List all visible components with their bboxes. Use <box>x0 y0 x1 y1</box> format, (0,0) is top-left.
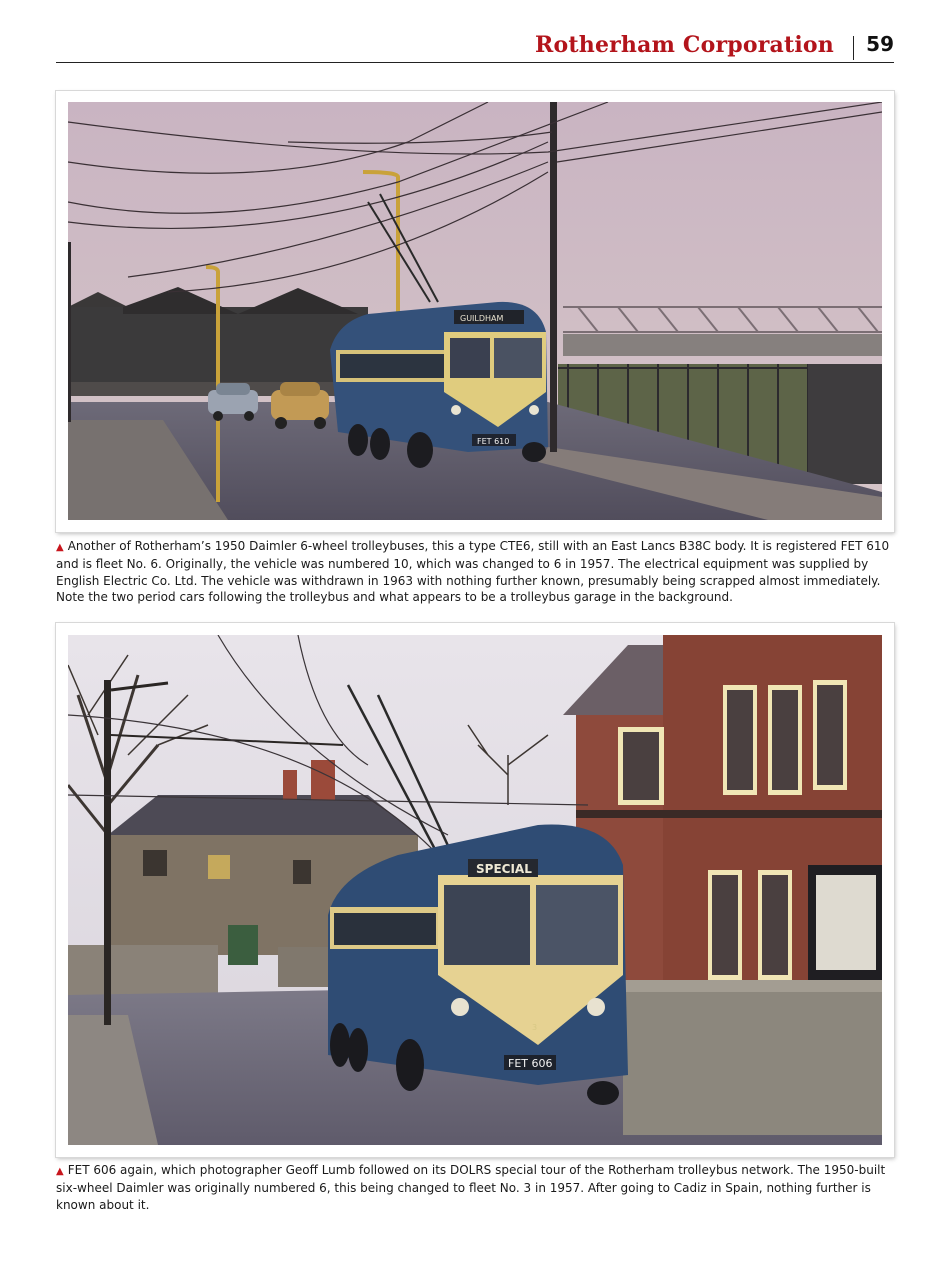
photo-2-image <box>68 635 882 1145</box>
fleet-number: 3 <box>532 1023 538 1032</box>
destination-blind-2: SPECIAL <box>476 862 532 876</box>
stone-wall <box>623 980 882 1135</box>
running-title: Rotherham Corporation <box>535 32 834 58</box>
bus-plate-1: FET 610 <box>477 437 510 446</box>
caption-marker-icon: ▲ <box>56 1166 64 1177</box>
bus-plate-2: FET 606 <box>508 1057 553 1070</box>
traction-pole <box>550 102 557 452</box>
destination-blind-1: GUILDHAM <box>460 314 504 323</box>
street-pole <box>104 680 111 1025</box>
photo-1-image <box>68 102 882 520</box>
header-divider <box>853 36 854 60</box>
photo-1-caption-text: Another of Rotherham’s 1950 Daimler 6-wheel trolleybuses, this a type CTE6, still with an East Lancs B38C body. It is registered FET 610 and is fleet No. 6. Originally, the vehicle was numbered 10, which was changed to 6 in 1957. The electrical equipment was supplied by English Electric Co. Ltd. The vehicle was withdrawn in 1963 with nothing further known, presumably being scrapped almost immediately. Note the two period cars following the trolleybus and what appears to be a trolleybus garage in the background. <box>56 539 890 605</box>
page-number: 59 <box>866 32 894 56</box>
photo-1-frame <box>56 91 894 532</box>
caption-marker-icon: ▲ <box>56 542 64 553</box>
page-header <box>56 28 894 63</box>
photo-2-caption-text: FET 606 again, which photographer Geoff Lumb followed on its DOLRS special tour of the Rotherham trolleybus network. The 1950-built six-wheel Daimler was originally numbered 6, this being changed to fleet No. 3 in 1957. After going to Cadiz in Spain, nothing further is known about it. <box>56 1163 886 1212</box>
photo-2-frame <box>56 623 894 1157</box>
photo-1-caption <box>56 538 892 606</box>
photo-2-caption <box>56 1162 892 1213</box>
